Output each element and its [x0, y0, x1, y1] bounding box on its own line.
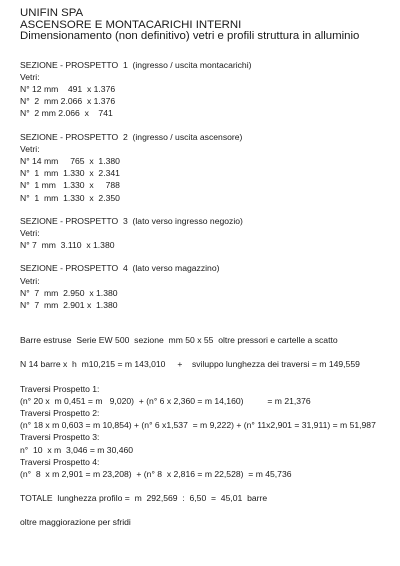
glass-line: N° 12 mm 491 x 1.376 [20, 83, 116, 94]
subject-title: ASCENSORE E MONTACARICHI INTERNI [20, 18, 242, 31]
glass-line: N° 1 mm 1.330 x 2.341 [20, 168, 120, 179]
glass-line: N° 1 mm 1.330 x 788 [20, 180, 120, 191]
barre-line: Barre estruse Serie EW 500 sezione mm 50 x 55 oltre pressori e cartelle a scatto [20, 335, 338, 346]
glass-line: N° 7 mm 2.901 x 1.380 [20, 299, 118, 310]
vetri-label: Vetri: [20, 275, 40, 286]
traversi-calc: (n° 20 x m 0,451 = m 9,020) + (n° 6 x 2,360 = m 14,160) = m 21,376 [20, 395, 311, 406]
section-prospetto-1 [20, 59, 392, 120]
company-name: UNIFIN SPA [20, 7, 84, 19]
section-title: SEZIONE - PROSPETTO 4 (lato verso magazzino) [20, 263, 220, 274]
traversi-label: Traversi Prospetto 4: [20, 456, 100, 467]
glass-line: N° 1 mm 1.330 x 2.350 [20, 192, 120, 203]
traversi-label: Traversi Prospetto 1: [20, 383, 100, 394]
vetri-label: Vetri: [20, 71, 40, 82]
section-prospetto-2 [20, 131, 392, 204]
description-title: Dimensionamento (non definitivo) vetri e profili struttura in alluminio [20, 30, 360, 42]
total-line: TOTALE lunghezza profilo = m 292,569 : 6,50 = 45,01 barre [20, 493, 268, 504]
section-title: SEZIONE - PROSPETTO 1 (ingresso / uscita montacarichi) [20, 59, 252, 70]
footer-note: oltre maggiorazione per sfridi [20, 517, 131, 528]
glass-line: N° 14 mm 765 x 1.380 [20, 155, 120, 166]
section-prospetto-4 [20, 262, 392, 311]
traversi-calc: (n° 8 x m 2,901 = m 23,208) + (n° 8 x 2,816 = m 22,528) = m 45,736 [20, 468, 292, 479]
traversi-calc: n° 10 x m 3,046 = m 30,460 [20, 444, 134, 455]
glass-line: N° 2 mm 2.066 x 741 [20, 108, 113, 119]
vetri-label: Vetri: [20, 143, 40, 154]
section-title: SEZIONE - PROSPETTO 2 (ingresso / uscita ascensore) [20, 131, 243, 142]
glass-line: N° 7 mm 3.110 x 1.380 [20, 240, 115, 251]
total-bars-line: N 14 barre x h m10,215 = m 143,010 + sviluppo lunghezza dei traversi = m 149,559 [20, 359, 360, 370]
traversi-calc: (n° 18 x m 0,603 = m 10,854) + (n° 6 x1,537 = m 9,222) + (n° 11x2,901 = 31,911) = m 51,987 [20, 420, 376, 431]
glass-line: N° 2 mm 2.066 x 1.376 [20, 96, 116, 107]
traversi-label: Traversi Prospetto 3: [20, 432, 100, 443]
section-title: SEZIONE - PROSPETTO 3 (lato verso ingresso negozio) [20, 215, 243, 226]
traversi-block [20, 383, 392, 481]
vetri-label: Vetri: [20, 227, 40, 238]
document-header [20, 8, 392, 43]
section-prospetto-3 [20, 215, 392, 252]
traversi-label: Traversi Prospetto 2: [20, 407, 100, 418]
glass-line: N° 7 mm 2.950 x 1.380 [20, 287, 118, 298]
document [20, 8, 392, 529]
